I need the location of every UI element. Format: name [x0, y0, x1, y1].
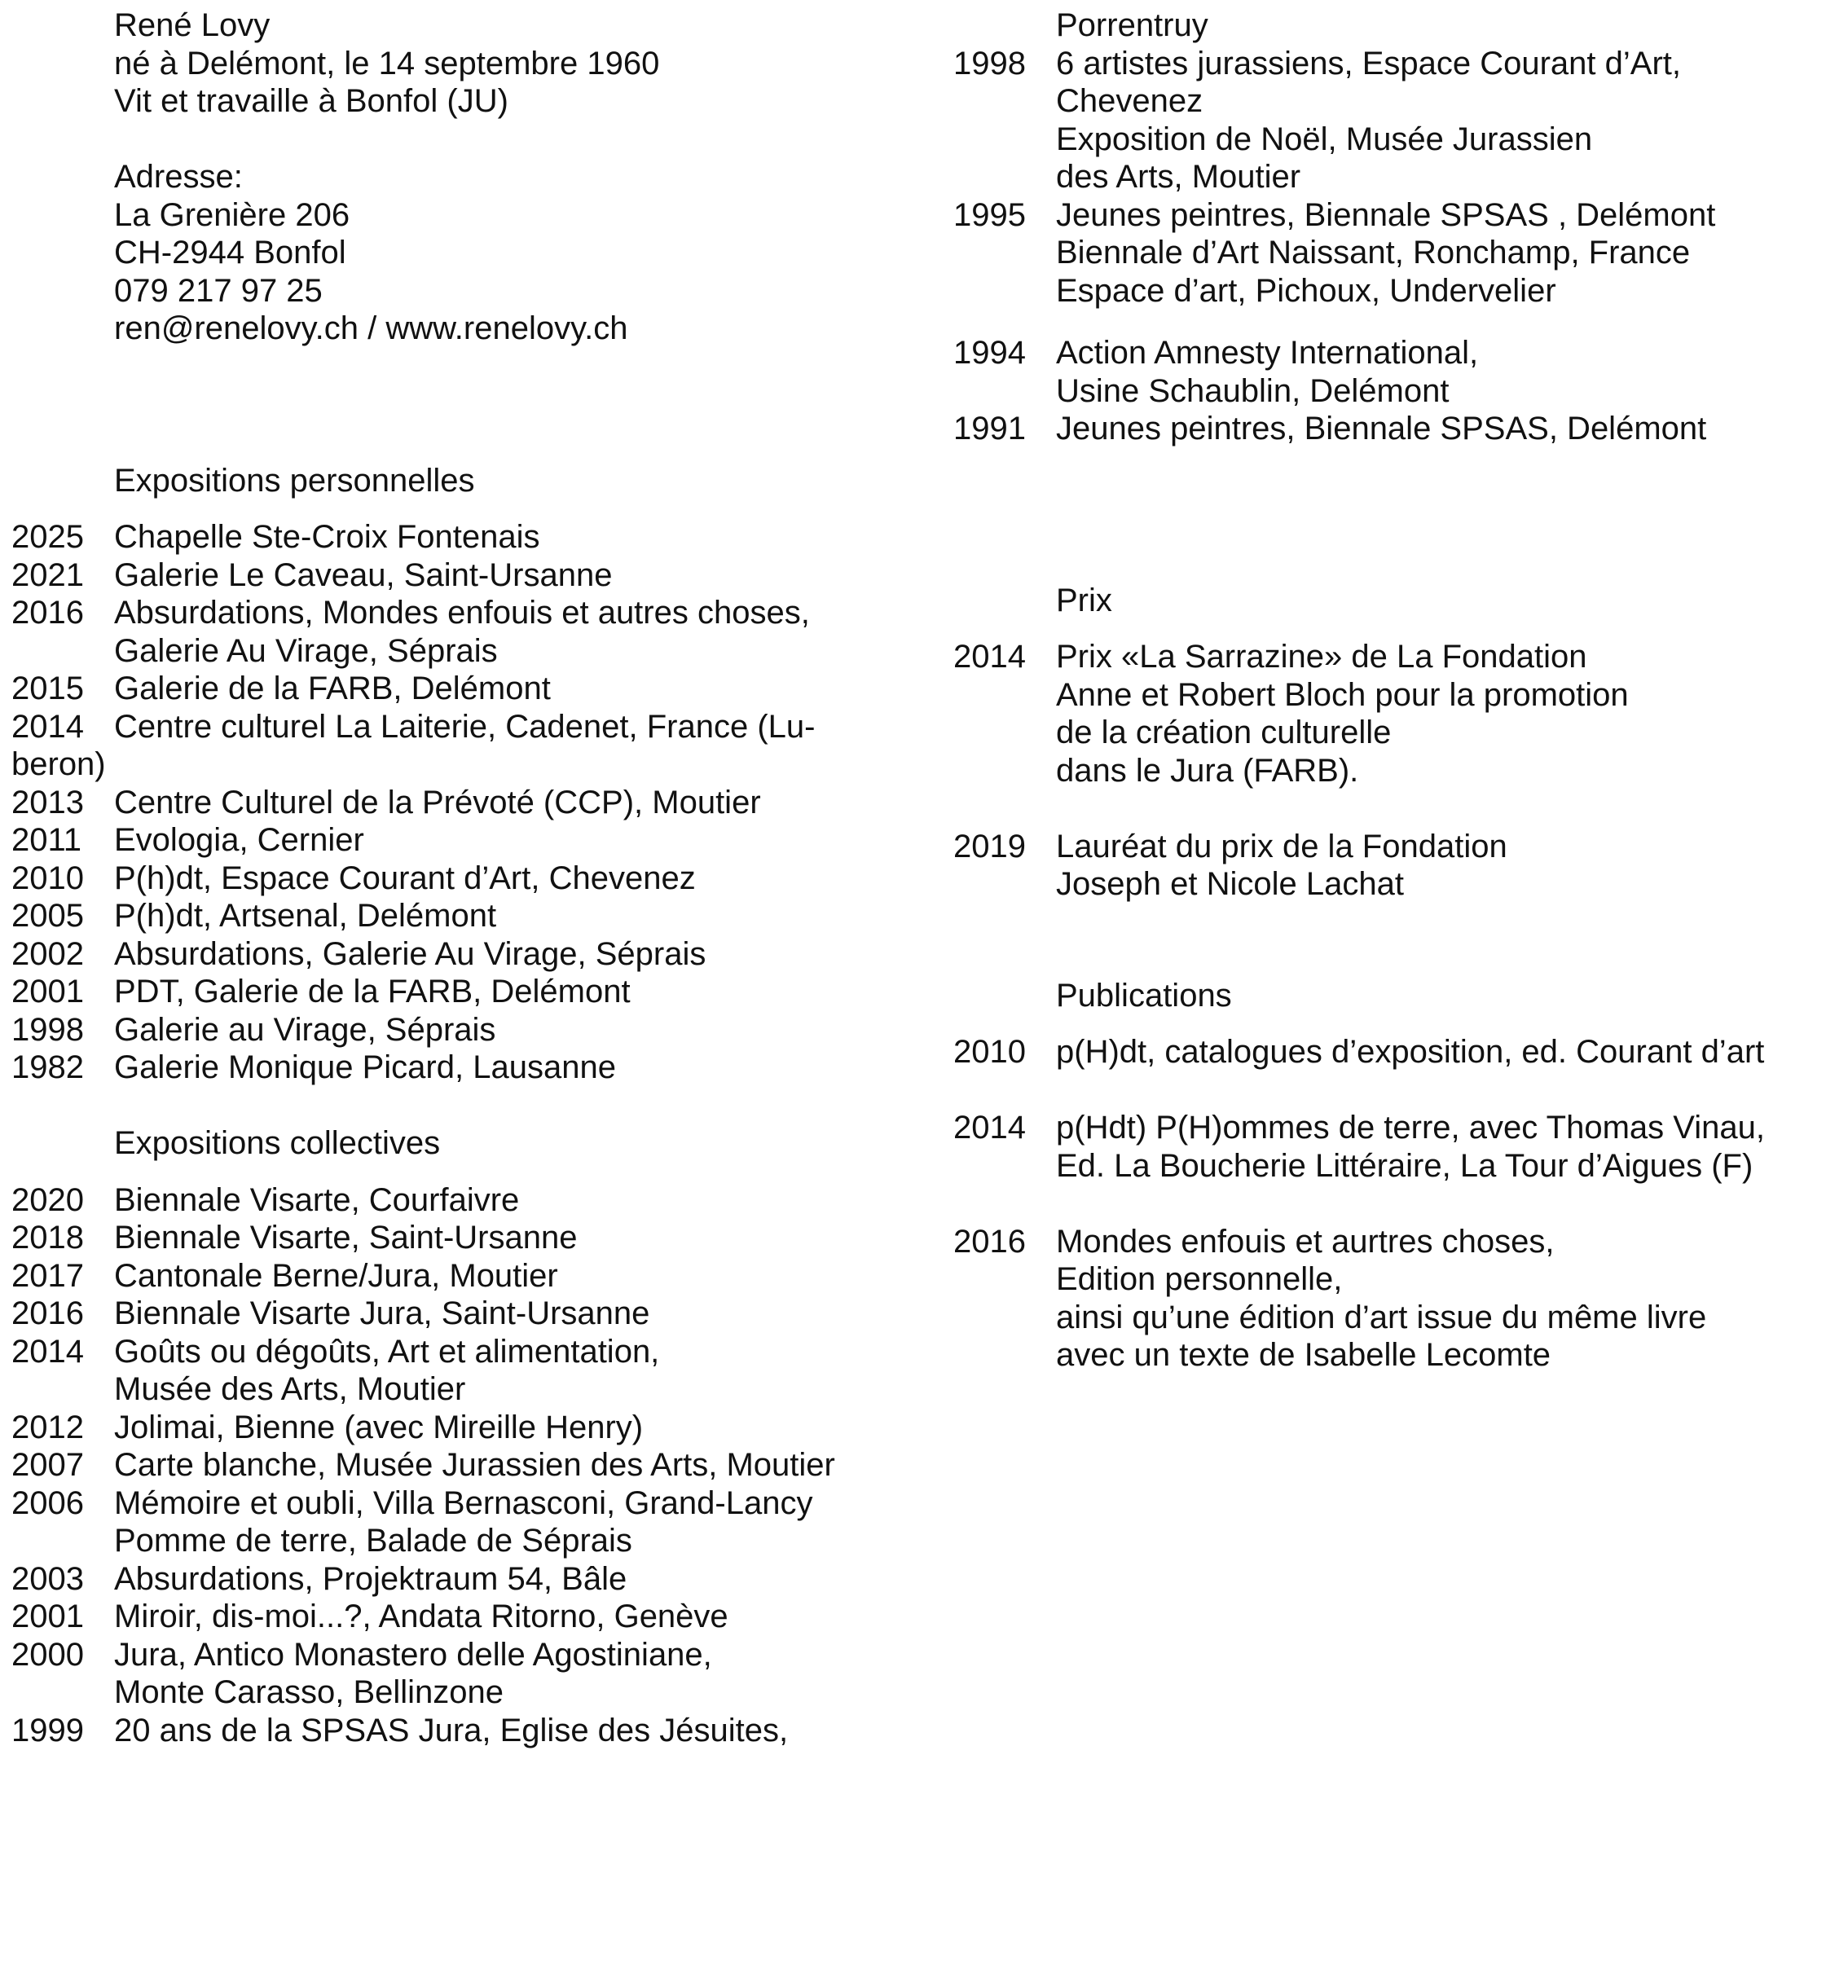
address-contact: ren@renelovy.ch / www.renelovy.ch — [114, 310, 628, 346]
entry-year: 2016 — [11, 1295, 84, 1331]
list-item — [11, 1446, 924, 1484]
entry-line: Biennale Visarte, Courfaivre — [114, 1181, 520, 1218]
entry-line: Jura, Antico Monastero delle Agostiniane, — [114, 1636, 712, 1673]
entry-line: Cantonale Berne/Jura, Moutier — [114, 1257, 558, 1294]
entry-line: Monte Carasso, Bellinzone — [114, 1674, 504, 1710]
artist-residence: Vit et travaille à Bonfol (JU) — [114, 83, 508, 119]
entry-text — [114, 860, 924, 898]
left-column — [11, 7, 924, 1749]
entry-line: de la création culturelle — [1056, 715, 1392, 750]
entry-line: Musée des Arts, Moutier — [114, 1371, 466, 1407]
list-item — [953, 1223, 1841, 1374]
entry-year: 1995 — [953, 196, 1026, 233]
list-item — [11, 1409, 924, 1447]
entry-year: 2014 — [11, 708, 84, 745]
entry-text — [114, 1049, 924, 1087]
section-heading-personal — [11, 462, 924, 500]
list-item — [953, 1109, 1841, 1185]
entry-line: p(Hdt) P(H)ommes de terre, avec Thomas Vinau, — [1056, 1110, 1765, 1146]
list-item — [11, 1712, 924, 1750]
entry-text — [114, 1295, 924, 1333]
entry-year: 1998 — [953, 45, 1026, 81]
list-item — [11, 1560, 924, 1599]
section-heading-label: Publications — [1056, 977, 1232, 1014]
list-item — [11, 1333, 924, 1409]
entry-text — [1056, 1223, 1841, 1374]
list-item — [11, 594, 924, 670]
entry-line: Exposition de Noël, Musée Jurassien — [1056, 121, 1593, 157]
entry-line: Ed. La Boucherie Littéraire, La Tour d’Aigues (F) — [1056, 1147, 1753, 1184]
entry-year: 2006 — [11, 1484, 84, 1521]
personal-exhibitions-list — [11, 518, 924, 1087]
entry-line: Jeunes peintres, Biennale SPSAS , Delémont — [1056, 196, 1716, 233]
entry-line: Chapelle Ste-Croix Fontenais — [114, 519, 540, 555]
entry-text — [114, 1560, 924, 1599]
entry-text — [114, 784, 924, 822]
section-heading-label: Prix — [1056, 582, 1112, 618]
entry-line: des Arts, Moutier — [1056, 159, 1301, 195]
entry-year: 1999 — [11, 1712, 84, 1748]
entry-line: Edition personnelle, — [1056, 1261, 1343, 1297]
entry-line: Chevenez — [1056, 83, 1203, 119]
collective-exhibitions-list — [11, 1181, 924, 1750]
entry-line: Biennale Visarte Jura, Saint-Ursanne — [114, 1295, 650, 1331]
entry-line: Jolimai, Bienne (avec Mireille Henry) — [114, 1409, 644, 1445]
entry-text — [1056, 828, 1841, 904]
address-street: La Grenière 206 — [114, 196, 350, 233]
entry-year: 1994 — [953, 335, 1026, 371]
entry-year: 2016 — [953, 1223, 1026, 1260]
entry-line: Miroir, dis-moi...?, Andata Ritorno, Genève — [114, 1599, 728, 1634]
entry-year: 2002 — [11, 935, 84, 972]
entry-year: 2016 — [11, 595, 84, 631]
list-item — [953, 45, 1841, 196]
entry-year: 2017 — [11, 1257, 84, 1294]
entry-line: p(H)dt, catalogues d’exposition, ed. Courant d’art — [1056, 1034, 1765, 1070]
entry-line: Carte blanche, Musée Jurassien des Arts, Moutier — [114, 1447, 835, 1483]
entry-year: 2011 — [11, 822, 82, 858]
list-item — [11, 1598, 924, 1636]
entry-line: 6 artistes jurassiens, Espace Courant d’Art, — [1056, 45, 1682, 81]
list-item — [953, 828, 1841, 904]
entry-year: 2014 — [953, 1110, 1026, 1146]
entry-year: 2007 — [11, 1447, 84, 1483]
address-label: Adresse: — [114, 159, 243, 195]
entry-line: P(h)dt, Artsenal, Delémont — [114, 898, 497, 934]
right-column — [953, 7, 1841, 1374]
address-city: CH-2944 Bonfol — [114, 235, 346, 270]
list-item — [11, 784, 924, 822]
entry-line: Absurdations, Projektraum 54, Bâle — [114, 1560, 627, 1597]
section-heading-publications — [953, 977, 1841, 1015]
entry-line: Galerie au Virage, Séprais — [114, 1011, 496, 1048]
section-heading-label: Expositions personnelles — [114, 462, 475, 499]
entry-text — [114, 897, 924, 935]
entry-text — [114, 1598, 924, 1636]
entry-year: 2025 — [11, 519, 84, 555]
entry-year: 2005 — [11, 898, 84, 934]
entry-text — [114, 935, 924, 974]
entry-text — [114, 1636, 924, 1712]
entry-year: 1991 — [953, 411, 1026, 446]
list-item — [953, 1033, 1841, 1071]
list-item — [11, 518, 924, 556]
entry-year: 2010 — [11, 860, 84, 896]
list-item — [953, 410, 1841, 448]
entry-line: Joseph et Nicole Lachat — [1056, 866, 1404, 902]
entry-year: 2014 — [953, 639, 1026, 675]
collective-continued-list-b — [953, 334, 1841, 448]
artist-header — [11, 7, 924, 121]
entry-year: 2018 — [11, 1220, 84, 1256]
address-block — [11, 158, 924, 348]
entry-text — [114, 518, 924, 556]
list-item — [11, 1636, 924, 1712]
entry-text — [114, 1484, 924, 1560]
entry-line: Galerie Le Caveau, Saint-Ursanne — [114, 556, 613, 593]
entry-text — [114, 1712, 924, 1750]
section-heading-collective — [11, 1124, 924, 1163]
entry-year: 2015 — [11, 671, 84, 706]
entry-text — [114, 556, 924, 595]
entry-line: Espace d’art, Pichoux, Undervelier — [1056, 272, 1556, 309]
list-item — [953, 334, 1841, 410]
entry-text — [114, 1409, 924, 1447]
entry-line: Action Amnesty International, — [1056, 335, 1479, 371]
entry-line: Prix «La Sarrazine» de La Fondation — [1056, 639, 1587, 675]
entry-line: P(h)dt, Espace Courant d’Art, Chevenez — [114, 860, 696, 896]
entry-line: Galerie Monique Picard, Lausanne — [114, 1049, 616, 1085]
entry-line: Jeunes peintres, Biennale SPSAS, Delémont — [1056, 411, 1707, 446]
entry-text — [1056, 334, 1841, 410]
entry-text — [114, 670, 924, 708]
list-item — [11, 1257, 924, 1295]
entry-text — [114, 1011, 924, 1049]
entry-line: Mémoire et oubli, Villa Bernasconi, Grand-Lancy — [114, 1484, 813, 1521]
list-item — [11, 556, 924, 595]
entry-line: Mondes enfouis et aurtres choses, — [1056, 1223, 1555, 1260]
list-item — [11, 670, 924, 708]
entry-year: 1982 — [11, 1049, 84, 1085]
list-item — [11, 1484, 924, 1560]
entry-line: Biennale Visarte, Saint-Ursanne — [114, 1220, 578, 1256]
entry-line: Centre Culturel de la Prévoté (CCP), Moutier — [114, 784, 761, 820]
section-heading-prix — [953, 582, 1841, 620]
entry-text — [1056, 1033, 1841, 1071]
list-item — [953, 638, 1841, 789]
list-item — [11, 935, 924, 974]
entry-line: avec un texte de Isabelle Lecomte — [1056, 1337, 1551, 1373]
list-item — [11, 897, 924, 935]
entry-line: Absurdations, Mondes enfouis et autres choses, — [114, 595, 810, 631]
entry-text — [114, 1219, 924, 1257]
collective-continued-list-a — [953, 45, 1841, 310]
entry-line: PDT, Galerie de la FARB, Delémont — [114, 974, 631, 1009]
entry-text — [114, 1333, 924, 1409]
entry-year: 2010 — [953, 1034, 1026, 1070]
list-item — [953, 196, 1841, 310]
entry-text — [1056, 45, 1841, 196]
entry-line: ainsi qu’une édition d’art issue du même livre — [1056, 1299, 1707, 1335]
entry-line: Evologia, Cernier — [114, 822, 364, 858]
entry-line: Galerie Au Virage, Séprais — [114, 632, 498, 669]
continued-text: Porrentruy — [1056, 7, 1208, 43]
entry-year: 2020 — [11, 1181, 84, 1218]
entry-year: 2001 — [11, 1599, 84, 1634]
entry-text — [114, 594, 924, 670]
entry-text — [1056, 410, 1841, 448]
entry-year: 2019 — [953, 828, 1026, 864]
entry-line-wrapped: beron) — [11, 746, 106, 782]
entry-text — [1056, 1109, 1841, 1185]
publications-list — [953, 1033, 1841, 1374]
prix-list — [953, 638, 1841, 904]
list-item — [11, 821, 924, 860]
entry-line: Anne et Robert Bloch pour la promotion — [1056, 676, 1629, 713]
list-item — [11, 973, 924, 1011]
entry-year: 2012 — [11, 1409, 84, 1445]
entry-line: Pomme de terre, Balade de Séprais — [114, 1523, 632, 1559]
entry-line: Biennale d’Art Naissant, Ronchamp, France — [1056, 235, 1691, 270]
entry-line: Centre culturel La Laiterie, Cadenet, France (Lu- — [114, 708, 816, 745]
list-item — [11, 1219, 924, 1257]
entry-line: 20 ans de la SPSAS Jura, Eglise des Jésuites, — [114, 1712, 789, 1748]
entry-line: Galerie de la FARB, Delémont — [114, 671, 551, 706]
list-item — [11, 708, 924, 784]
list-item — [11, 1011, 924, 1049]
section-heading-label: Expositions collectives — [114, 1125, 441, 1161]
list-item — [11, 860, 924, 898]
entry-year: 1998 — [11, 1011, 84, 1048]
entry-line: Usine Schaublin, Delémont — [1056, 372, 1450, 409]
artist-birth: né à Delémont, le 14 septembre 1960 — [114, 45, 660, 81]
entry-year: 2000 — [11, 1636, 84, 1673]
entry-text — [114, 1181, 924, 1220]
entry-line: Absurdations, Galerie Au Virage, Séprais — [114, 935, 706, 972]
entry-line: Lauréat du prix de la Fondation — [1056, 828, 1507, 864]
entry-text — [114, 973, 924, 1011]
collective-continued-lead — [953, 7, 1841, 45]
entry-text — [1056, 638, 1841, 789]
entry-year: 2014 — [11, 1333, 84, 1370]
entry-line: dans le Jura (FARB). — [1056, 752, 1359, 789]
artist-name: René Lovy — [114, 7, 271, 43]
list-item — [11, 1181, 924, 1220]
entry-text — [1056, 196, 1841, 310]
entry-year: 2001 — [11, 974, 84, 1009]
address-phone: 079 217 97 25 — [114, 272, 323, 309]
entry-year: 2013 — [11, 784, 84, 820]
list-item — [11, 1049, 924, 1087]
entry-year: 2003 — [11, 1560, 84, 1597]
entry-line: Goûts ou dégoûts, Art et alimentation, — [114, 1333, 660, 1370]
entry-text — [114, 1257, 924, 1295]
list-item — [11, 1295, 924, 1333]
entry-text — [114, 1446, 924, 1484]
entry-year: 2021 — [11, 556, 84, 593]
entry-text — [114, 821, 924, 860]
